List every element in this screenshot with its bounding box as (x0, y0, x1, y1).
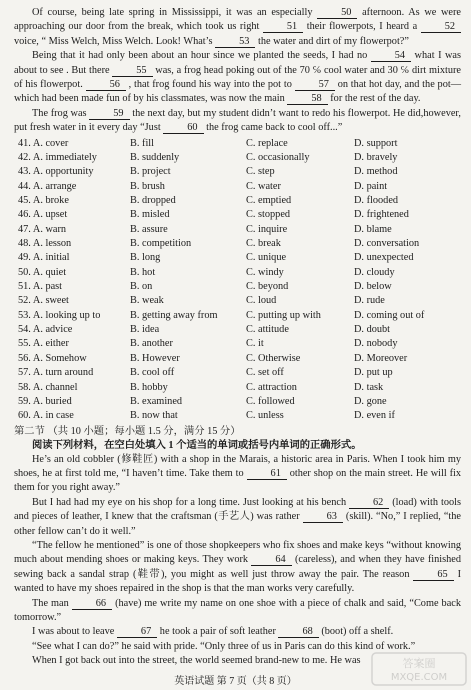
option-choice: 60. A. in case (18, 410, 74, 422)
passage1-paragraph-2: Being that it had only been about an hour since we planted the seeds, I had no 54 what I was about to see . But there 55 was, a frog head poking out of the 70 ℅ cool water and 30 ℅ dirt mixture of his flowerpot. 56 , that frog found his way into the pot to 57 on that hot day, and the pot—which had been made fun of by his classmates, was now the main 58 for the rest of the day. (14, 50, 462, 105)
option-choice: 52. A. sweet (18, 295, 69, 307)
blank-51: 51 (263, 21, 303, 33)
option-choice: 53. A. looking up to (18, 309, 101, 321)
option-choice: B. dropped (130, 195, 176, 207)
blank-63: 63 (303, 511, 343, 523)
option-choice: C. set off (246, 367, 284, 379)
option-choice: D. bravely (354, 152, 398, 163)
option-choice: 56. A. Somehow (18, 352, 87, 364)
option-choice: 59. A. buried (18, 395, 72, 407)
option-choice: D. unexpected (354, 252, 414, 264)
option-choice: B. brush (130, 180, 165, 192)
watermark-logo (371, 652, 467, 686)
option-choice: D. nobody (354, 338, 398, 350)
option-choice: 49. A. initial (18, 252, 70, 264)
option-choice: B. on (130, 281, 153, 293)
option-row (14, 165, 461, 179)
option-choice: D. rude (354, 295, 385, 307)
option-row (14, 337, 461, 351)
blank-67: 67 (117, 626, 157, 638)
option-choice: B. competition (130, 238, 192, 250)
option-choice: B. weak (130, 295, 164, 307)
option-choice: D. support (354, 137, 398, 149)
passage1-paragraph-1: Of course, being late spring in Mississippi, it was an especially 50 afternoon. As we were approaching our door from the break, which took us right 51 their flowerpots, I heard a 52 voice, “ Miss Welch, Miss Welch. Look! What’s 53 the water and dirt of my flowerpot?” (14, 7, 461, 47)
passage2-paragraph-1: He’s an old cobbler (修鞋匠) with a shop in the Marais, a historic area in Paris. When I took him my shoes, he at first told me, “I haven’t time. Take them to 61 other shop on the main street. He will fix them for you right away.” (14, 453, 462, 494)
option-choice: C. attraction (246, 381, 297, 393)
passage2-paragraph-5: I was about to leave 67 he took a pair of soft leather 68 (boot) off a shelf. (32, 626, 394, 638)
blank-68: 68 (278, 626, 318, 638)
option-choice: C. emptied (246, 195, 292, 207)
blank-58: 58 (287, 93, 327, 105)
option-choice: D. put up (354, 367, 393, 379)
blank-50: 50 (317, 7, 357, 19)
option-choice: D. task (354, 381, 384, 393)
option-choice: 57. A. turn around (18, 367, 94, 379)
option-row (14, 323, 461, 337)
option-choice: B. getting away from (130, 309, 218, 321)
option-choice: C. Otherwise (246, 352, 301, 364)
option-choice: B. long (130, 252, 161, 264)
blank-56: 56 (86, 79, 126, 91)
option-choice: C. it (246, 338, 264, 350)
option-choice: D. method (354, 166, 398, 178)
option-choice: C. attitude (246, 324, 289, 336)
option-row (14, 366, 461, 380)
option-choice: B. another (130, 338, 173, 350)
option-row (14, 194, 461, 208)
option-choice: B. examined (130, 395, 183, 407)
svg-text:MXQE.COM: MXQE.COM (390, 672, 448, 683)
blank-64: 64 (251, 554, 291, 566)
option-choice: 48. A. lesson (18, 238, 72, 250)
option-choice: D. below (354, 281, 392, 293)
option-choice: D. gone (354, 395, 387, 407)
option-choice: D. blame (354, 223, 392, 235)
option-choice: D. conversation (354, 238, 420, 250)
page-footer: 英语试题 第 7 页（共 8 页） (174, 676, 297, 687)
option-choice: B. project (130, 166, 171, 178)
option-choice: 44. A. arrange (18, 180, 77, 192)
option-choice: C. stopped (246, 209, 291, 221)
option-choice: B. hobby (130, 381, 168, 393)
option-choice: 54. A. advice (18, 324, 73, 336)
blank-57: 57 (295, 79, 335, 91)
option-choice: C. unless (246, 410, 284, 422)
option-row (14, 280, 461, 294)
option-choice: C. windy (246, 266, 284, 278)
option-choice: C. break (246, 238, 281, 250)
option-row (14, 151, 461, 165)
blank-54: 54 (371, 50, 411, 62)
option-choice: C. beyond (246, 281, 289, 293)
option-row (14, 251, 461, 265)
section-2-instruction: 阅读下列材料，在空白处填入 1 个适当的单词或括号内单词的正确形式。 (32, 439, 362, 451)
option-choice: D. flooded (354, 195, 399, 207)
option-choice: 46. A. upset (18, 209, 68, 221)
option-choice: C. replace (246, 137, 288, 149)
blank-53: 53 (215, 36, 255, 48)
svg-text:答案圈: 答案圈 (402, 657, 436, 670)
option-choice: D. doubt (354, 324, 391, 336)
option-choice: B. cool off (130, 367, 175, 379)
option-choice: D. cloudy (354, 266, 395, 278)
option-row (14, 266, 461, 280)
option-choice: D. coming out of (354, 309, 425, 321)
option-choice: B. However (130, 352, 180, 364)
option-choice: B. now that (130, 410, 178, 422)
option-choice: C. putting up with (246, 309, 321, 321)
blank-66: 66 (72, 598, 112, 610)
option-row (14, 309, 461, 323)
blank-61: 61 (247, 468, 287, 480)
option-row (14, 294, 461, 308)
option-row (14, 352, 461, 366)
option-choice: C. unique (246, 252, 287, 264)
option-choice: C. inquire (246, 223, 288, 235)
passage2-paragraph-3: “The fellow he mentioned” is one of those shopkeepers who fix shoes and make keys “without knowing much about mending shoes or making keys. They work 64 (careless), and when they have finished sewing back a sandal strap (鞋带), you might as well just throw away the pair. The reason 65 I wanted to have my shoes repaired in the shop is that the man works very carefully. (14, 539, 461, 595)
passage2-paragraph-4: The man 66 (have) me write my name on one shoe with a piece of chalk and said, “Come back tomorrow.” (14, 597, 461, 623)
passage2-paragraph-2: But I had had my eye on his shop for a long time. Just looking at his bench 62 (load) with tools and pieces of leather, I knew that the craftsman (手艺人) was rather 63 (skill). “No,” I replied, “the other fellow can’t do it well.” (14, 496, 461, 537)
option-row (14, 180, 461, 194)
option-choice: 43. A. opportunity (18, 166, 94, 178)
option-row (14, 381, 461, 395)
option-choice: 42. A. immediately (18, 152, 97, 163)
options-table (14, 137, 461, 424)
option-choice: B. fill (130, 137, 155, 149)
option-choice: C. loud (246, 295, 277, 307)
option-choice: B. misled (130, 209, 170, 221)
passage2-paragraph-6: “See what I can do?” he said with pride. “Only three of us in Paris can do this kind of work.” (32, 640, 416, 652)
option-choice: B. assure (130, 223, 168, 235)
option-choice: 58. A. channel (18, 381, 78, 393)
option-choice: 47. A. warn (18, 223, 67, 235)
blank-59: 59 (89, 108, 129, 120)
option-choice: 51. A. past (18, 281, 63, 293)
option-choice: D. Moreover (354, 352, 408, 364)
section-2-heading: 第二节 （共 10 小题；每小题 1.5 分，满分 15 分） (14, 425, 241, 437)
option-choice: D. frightened (354, 209, 409, 221)
passage2-paragraph-7: When I got back out into the street, the world seemed brand-new to me. He was (32, 655, 361, 667)
option-choice: 55. A. either (18, 338, 69, 350)
option-choice: B. idea (130, 324, 160, 336)
option-choice: 45. A. broke (18, 195, 69, 207)
option-choice: C. followed (246, 395, 295, 407)
option-choice: C. water (246, 180, 281, 192)
option-choice: B. hot (130, 266, 156, 278)
blank-52: 52 (421, 21, 461, 33)
option-row (14, 137, 461, 151)
blank-62: 62 (349, 497, 389, 509)
option-choice: 41. A. cover (18, 137, 69, 149)
option-row (14, 409, 461, 423)
passage1-paragraph-3: The frog was 59 the next day, but my student didn’t want to redo his flowerpot. He did,however, put fresh water in it every day “Just 60 the frog came back to cool off...” (14, 107, 461, 134)
option-choice: D. even if (354, 410, 395, 422)
option-choice: C. step (246, 166, 275, 178)
option-choice: C. occasionally (246, 152, 310, 163)
blank-65: 65 (413, 569, 453, 581)
option-row (14, 208, 461, 222)
blank-55: 55 (112, 65, 152, 77)
option-row (14, 395, 461, 409)
option-row (14, 237, 461, 251)
option-choice: 50. A. quiet (18, 266, 67, 278)
option-row (14, 223, 461, 237)
option-choice: B. suddenly (130, 152, 180, 163)
option-choice: D. paint (354, 180, 388, 192)
blank-60: 60 (163, 122, 203, 134)
exam-page (14, 6, 461, 669)
